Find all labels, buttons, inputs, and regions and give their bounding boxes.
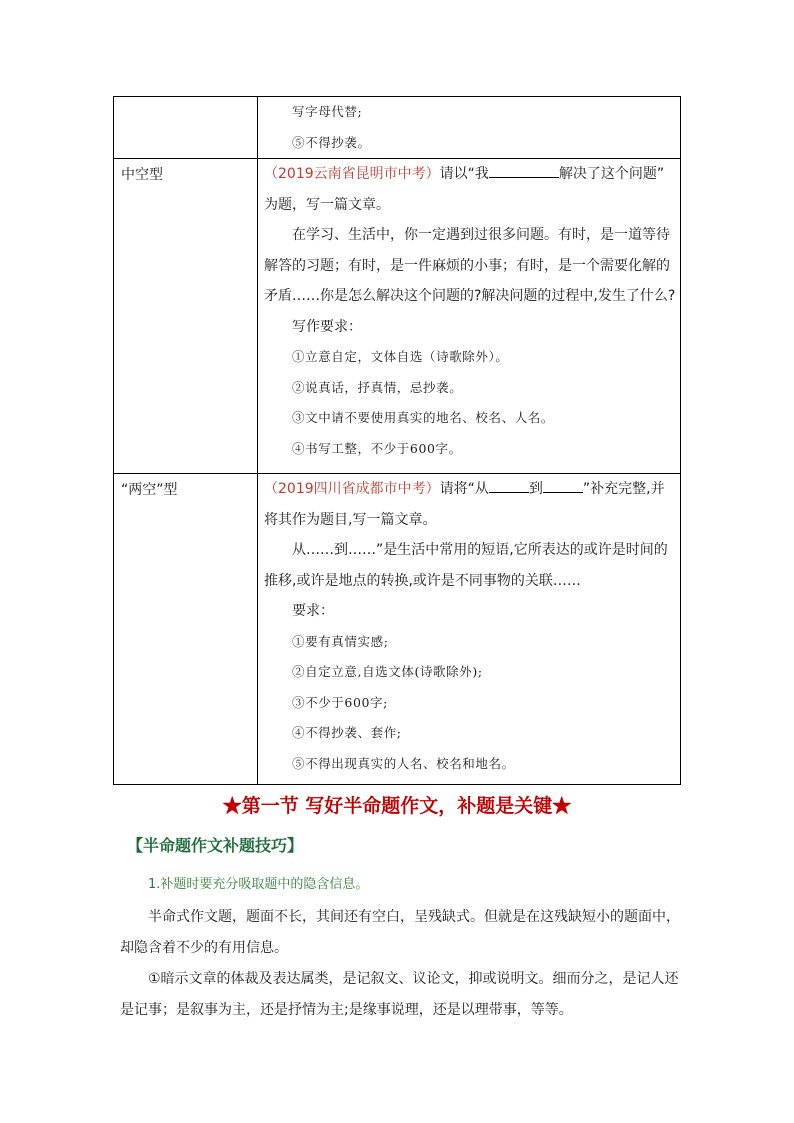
type-cell-empty [114,97,258,159]
requirement-line: ④书写工整，不少于600字。 [292,440,462,456]
section-title: ★第一节 写好半命题作文，补题是关键★ [222,795,572,817]
prompt-line [264,474,672,505]
body-line: 矛盾……你是怎么解决这个问题的?解决问题的过程中,发生了什么? [264,288,676,304]
blank-line [489,163,559,178]
prompt-line [264,159,672,190]
source-label: （2019云南省昆明市中考） [264,166,440,182]
paragraph-line: 是记事；是叙事为主，还是抒情为主;是缘事说理，还是以理带事，等等。 [120,1001,573,1018]
content-cell [258,159,681,474]
prompt-text: 到 [528,481,543,497]
requirement-line: ②自定立意,自选文体(诗歌除外); [292,664,483,679]
body-line: 推移,或许是地点的转换,或许是不同事物的关联…… [264,572,581,589]
source-label: （2019四川省成都市中考） [264,481,440,497]
body-line: 从……到……”是生活中常用的短语,它所表达的或许是时间的 [292,542,668,558]
requirement-line: ③不少于600字; [292,694,388,710]
question-type-table [113,96,681,785]
paragraph [120,964,680,1025]
table-row [114,97,681,159]
prompt-text: 请以“我 [439,166,489,182]
requirement-line: ⑤不得出现真实的人名、校名和地名。 [292,755,515,771]
paragraph [120,902,680,963]
requirement-line: ①立意自定，文体自选（诗歌除外）。 [292,349,509,364]
requirement-line: ①要有真情实感; [292,633,389,649]
type-label: “两空”型 [121,482,178,498]
prompt-text: ”补充完整,并 [582,481,665,497]
point-heading: 1.补题时要充分吸取题中的隐含信息。 [148,877,369,892]
type-cell [114,159,258,474]
paragraph-line: 却隐含着不少的有用信息。 [120,939,288,956]
requirement-line: ⑤不得抄袭。 [292,134,371,150]
sub-heading: 【半命题作文补题技巧】 [127,836,304,855]
requirement-title: 要求： [292,603,334,619]
table-row [114,474,681,785]
prompt-line: 将其作为题目,写一篇文章。 [264,511,437,528]
type-label: 中空型 [121,167,163,183]
requirement-line: 写字母代替; [292,104,363,119]
table-row [114,159,681,474]
content-cell [258,97,681,159]
requirement-line: ③文中请不要使用真实的地名、校名、人名。 [292,410,555,425]
requirement-line: ②说真话，抒真情，忌抄袭。 [292,379,463,395]
blank-line [489,478,529,493]
paragraph-line: ①暗示文章的体裁及表达属类，是记叙文、议论文，抑或说明文。细而分之，是记人还 [148,971,679,987]
body-line: 在学习、生活中，你一定遇到过很多问题。有时，是一道等待 [292,227,670,243]
blank-line [543,478,583,493]
paragraph-line: 半命式作文题，题面不长，其间还有空白，呈残缺式。但就是在这残缺短小的题面中， [148,909,680,925]
requirement-title: 写作要求： [292,318,362,335]
body-line: 解答的习题；有时，是一件麻烦的小事；有时，是一个需要化解的 [264,257,670,274]
prompt-text: 解决了这个问题” [558,166,665,182]
type-cell [114,474,258,785]
content-cell [258,474,681,785]
prompt-text: 请将“从 [439,481,489,497]
requirement-line: ④不得抄袭、套作; [292,725,402,740]
prompt-line: 为题，写一篇文章。 [264,196,390,213]
